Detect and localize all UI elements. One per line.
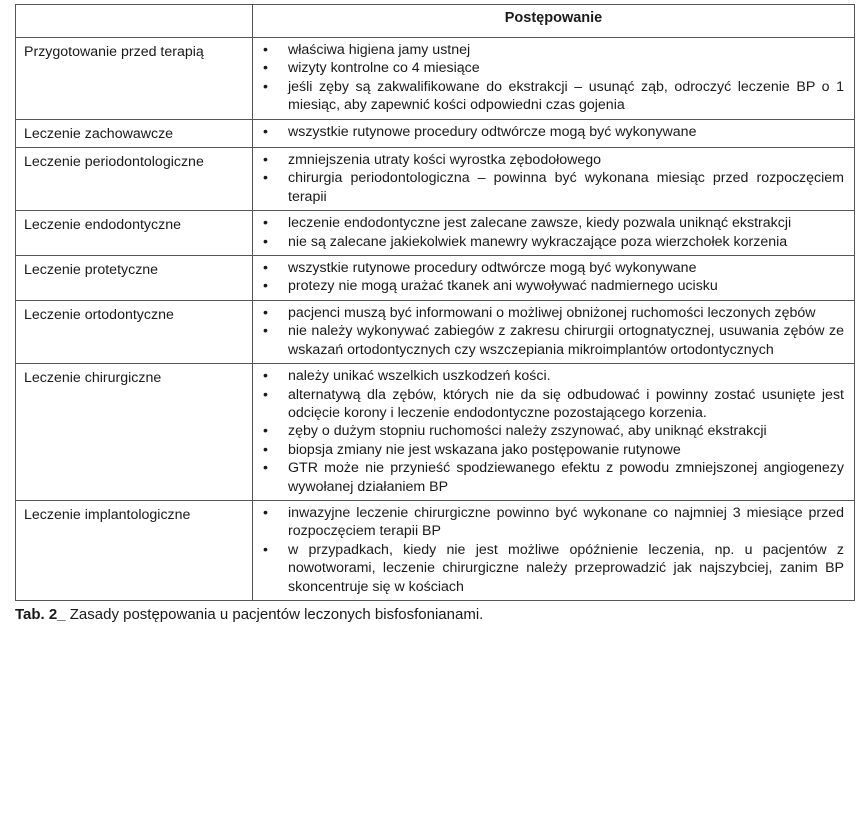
row-label: Leczenie implantologiczne: [16, 500, 253, 600]
table-row: [16, 364, 855, 501]
header-cell-empty: [16, 5, 253, 38]
list-item: • inwazyjne leczenie chirurgiczne powinno być wykonane co najmniej 3 miesiące przed rozpoczęciem terapii BP: [263, 504, 844, 541]
list-item: • pacjenci muszą być informowani o możliwej obniżonej ruchomości leczonych zębów: [263, 304, 844, 322]
document: [15, 4, 854, 624]
row-label: Leczenie zachowawcze: [16, 119, 253, 147]
row-items: [253, 300, 855, 363]
list-item: • GTR może nie przynieść spodziewanego efektu z powodu zmniejszonej angiogenezy wywołanej działaniem BP: [263, 459, 844, 496]
bullet-list: [263, 123, 844, 141]
list-item: • chirurgia periodontologiczna – powinna być wykonana miesiąc przed rozpoczęciem terapii: [263, 169, 844, 206]
row-label: Leczenie protetyczne: [16, 256, 253, 301]
row-label: Leczenie ortodontyczne: [16, 300, 253, 363]
table-row: [16, 256, 855, 301]
list-item: • biopsja zmiany nie jest wskazana jako postępowanie rutynowe: [263, 441, 844, 459]
list-item: • alternatywą dla zębów, których nie da się odbudować i powinny zostać usunięte jest odcięcie korony i leczenie endodontyczne pozostającego korzenia.: [263, 386, 844, 423]
list-item: • należy unikać wszelkich uszkodzeń kości.: [263, 367, 844, 385]
list-item: • nie są zalecane jakiekolwiek manewry wykraczające poza wierzchołek korzenia: [263, 233, 844, 251]
row-items: [253, 364, 855, 501]
table-row: [16, 211, 855, 256]
bullet-list: [263, 367, 844, 496]
caption-label: Tab. 2_: [15, 605, 66, 623]
list-item: • nie należy wykonywać zabiegów z zakresu chirurgii ortognatycznej, usuwania zębów ze wskazań ortodontycznych czy wszczepiania mikroimplantów ortodontycznych: [263, 322, 844, 359]
header-cell-postepowanie: Postępowanie: [253, 5, 855, 38]
table-row: [16, 300, 855, 363]
table-row: [16, 38, 855, 120]
bullet-list: [263, 41, 844, 115]
list-item: • właściwa higiena jamy ustnej: [263, 41, 844, 59]
list-item: • jeśli zęby są zakwalifikowane do ekstrakcji – usunąć ząb, odroczyć leczenie BP o 1 miesiąc, aby zapewnić kości odpowiedni czas gojenia: [263, 78, 844, 115]
row-items: [253, 500, 855, 600]
list-item: • wizyty kontrolne co 4 miesiące: [263, 59, 844, 77]
bullet-list: [263, 151, 844, 206]
row-items: [253, 38, 855, 120]
list-item: • protezy nie mogą urażać tkanek ani wywoływać nadmiernego ucisku: [263, 277, 844, 295]
row-label: Leczenie endodontyczne: [16, 211, 253, 256]
list-item: • leczenie endodontyczne jest zalecane zawsze, kiedy pozwala uniknąć ekstrakcji: [263, 214, 844, 232]
row-label: Leczenie chirurgiczne: [16, 364, 253, 501]
bullet-list: [263, 214, 844, 251]
row-items: [253, 211, 855, 256]
list-item: • zęby o dużym stopniu ruchomości należy zszynować, aby uniknąć ekstrakcji: [263, 422, 844, 440]
list-item: • w przypadkach, kiedy nie jest możliwe opóźnienie leczenia, np. u pacjentów z nowotworami, leczenie chirurgiczne należy przeprowadzić jak najszybciej, zanim BP skoncentruje się w kościach: [263, 541, 844, 596]
bullet-list: [263, 504, 844, 596]
bullet-list: [263, 259, 844, 296]
table-row: [16, 119, 855, 147]
row-items: [253, 119, 855, 147]
bullet-list: [263, 304, 844, 359]
row-items: [253, 148, 855, 211]
table-header-row: [16, 5, 855, 38]
procedures-table: [15, 4, 855, 601]
table-row: [16, 500, 855, 600]
list-item: • wszystkie rutynowe procedury odtwórcze mogą być wykonywane: [263, 123, 844, 141]
table-caption: [15, 606, 854, 624]
list-item: • wszystkie rutynowe procedury odtwórcze mogą być wykonywane: [263, 259, 844, 277]
row-label: Leczenie periodontologiczne: [16, 148, 253, 211]
row-label: Przygotowanie przed terapią: [16, 38, 253, 120]
caption-text: Zasady postępowania u pacjentów leczonych bisfosfonianami.: [69, 605, 484, 623]
list-item: • zmniejszenia utraty kości wyrostka zębodołowego: [263, 151, 844, 169]
table-row: [16, 148, 855, 211]
row-items: [253, 256, 855, 301]
